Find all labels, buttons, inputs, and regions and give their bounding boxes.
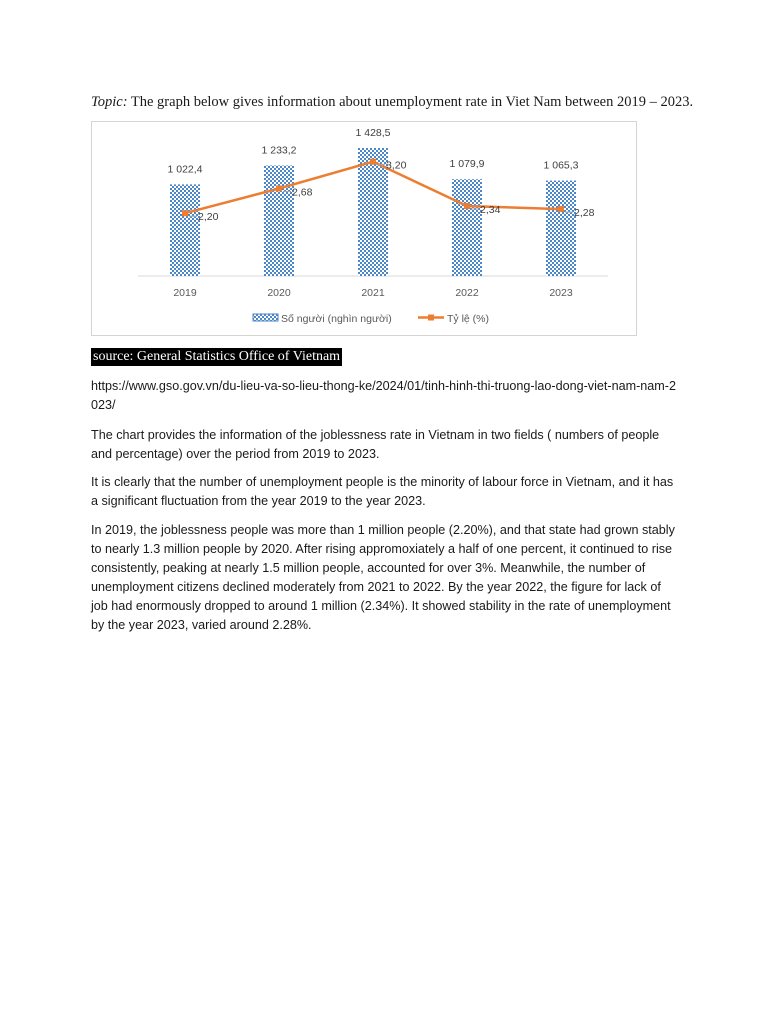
x-tick-2020: 2020	[267, 287, 291, 299]
rate-marker-2019	[182, 210, 188, 216]
source-citation: source: General Statistics Office of Vietnam	[93, 349, 341, 364]
rate-label-2020: 2,68	[292, 186, 313, 199]
x-tick-2021: 2021	[361, 287, 385, 299]
legend-line-marker	[428, 315, 434, 321]
unemployment-chart	[91, 121, 637, 336]
rate-label-2019: 2,20	[198, 211, 219, 224]
bar-label-2023: 1 065,3	[543, 159, 579, 172]
rate-label-2022: 2,34	[480, 203, 501, 216]
bar-2022	[452, 179, 482, 276]
legend-bar-label: Số người (nghìn người)	[281, 313, 392, 325]
x-tick-2023: 2023	[549, 287, 573, 299]
topic-line	[91, 92, 694, 112]
rate-marker-2023	[558, 206, 564, 212]
bar-2019	[170, 184, 200, 276]
rate-label-2021: 3,20	[386, 159, 407, 172]
paragraph-details: In 2019, the joblessness people was more than 1 million people (2.20%), and that state had grown stably to nearly 1.3 million people by 2020. After rising appromoxiately a half of one percent, it continued to rise consistently, peaking at nearly 1.5 million people, accounted for over 3%. Meanwhile, the number of unemployment citizens declined moderately from 2021 to 2022. By the year 2022, the figure for lack of job had enormously dropped to around 1 million (2.34%). It showed stability in the rate of unemployment by the year 2023, varied around 2.28%.	[91, 523, 675, 632]
rate-marker-2020	[276, 185, 282, 191]
bar-label-2020: 1 233,2	[261, 144, 297, 157]
bar-2023	[546, 181, 576, 276]
rate-marker-2021	[370, 159, 376, 165]
rate-label-2023: 2,28	[574, 207, 595, 220]
bar-label-2021: 1 428,5	[355, 127, 391, 139]
source-url-link[interactable]: https://www.gso.gov.vn/du-lieu-va-so-lieu-thong-ke/2024/01/tinh-hinh-thi-truong-lao-dong-viet-nam-nam-2023/	[91, 379, 676, 412]
topic-label: Topic:	[91, 94, 128, 110]
chart-canvas	[92, 122, 638, 337]
topic-text: The graph below gives information about unemployment rate in Viet Nam between 2019 – 2023.	[127, 94, 694, 110]
legend-bar-swatch	[253, 314, 278, 321]
rate-marker-2022	[464, 203, 470, 209]
x-tick-2019: 2019	[173, 287, 197, 299]
bar-label-2022: 1 079,9	[449, 158, 485, 171]
bar-2020	[264, 165, 294, 276]
paragraph-overview: The chart provides the information of the joblessness rate in Vietnam in two fields ( numbers of people and percentage) over the period from 2019 to 2023.	[91, 428, 660, 461]
x-tick-2022: 2022	[455, 287, 479, 299]
bar-label-2019: 1 022,4	[167, 163, 203, 176]
legend-line-label: Tỷ lệ (%)	[447, 313, 489, 325]
paragraph-summary: It is clearly that the number of unemployment people is the minority of labour force in Vietnam, and it has a significant fluctuation from the year 2019 to the year 2023.	[91, 475, 674, 508]
